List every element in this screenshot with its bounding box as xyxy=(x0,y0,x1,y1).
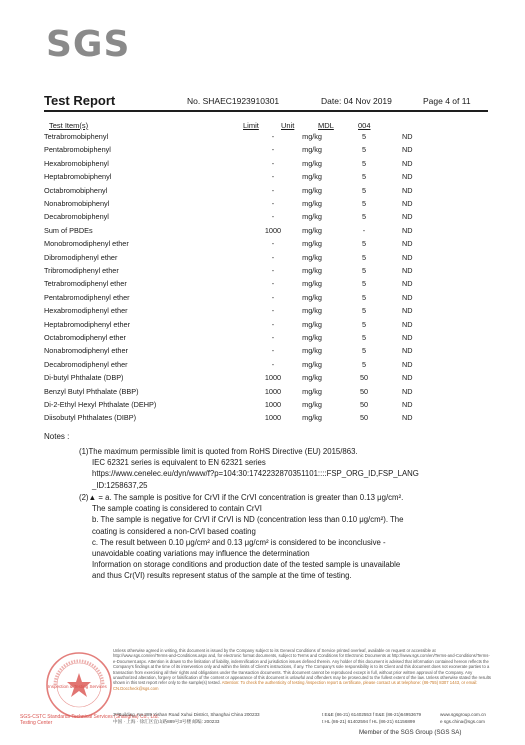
item-limit: - xyxy=(271,346,275,356)
item-limit: - xyxy=(271,306,275,316)
table-row xyxy=(44,293,464,306)
phone-cn: t HL (86-21) 61402594 f HL (86-21) 61156899 xyxy=(322,719,416,724)
item-mdl: 5 xyxy=(361,319,367,329)
item-mdl: 50 xyxy=(359,413,369,423)
item-result: ND xyxy=(402,400,413,409)
item-mdl: 5 xyxy=(361,279,367,289)
report-title: Test Report xyxy=(44,93,116,108)
item-unit: mg/kg xyxy=(302,172,322,182)
item-name: Heptabromobiphenyl xyxy=(44,172,112,182)
item-unit: mg/kg xyxy=(302,239,322,249)
table-row xyxy=(44,145,464,158)
website: www.sgsgroup.com.cn xyxy=(440,712,486,717)
item-name: Di-2-Ethyl Hexyl Phthalate (DEHP) xyxy=(44,400,157,409)
item-limit: - xyxy=(271,185,275,195)
item-limit: - xyxy=(271,172,275,182)
item-unit: mg/kg xyxy=(302,292,322,302)
note-1-line: IEC 62321 series is equivalent to EN 62321 series xyxy=(92,458,266,468)
item-result: ND xyxy=(402,225,413,235)
table-row xyxy=(44,186,464,199)
item-result: ND xyxy=(402,158,413,168)
item-mdl: 5 xyxy=(361,158,367,168)
item-mdl: 5 xyxy=(361,239,367,249)
item-mdl: 5 xyxy=(361,145,367,155)
item-unit: mg/kg xyxy=(302,266,322,275)
address-cn: 中国 · 上海 · 徐汇区宜山路889号3号楼 邮编: 200233 xyxy=(113,719,220,724)
item-limit: - xyxy=(271,333,275,342)
item-limit: 1000 xyxy=(264,225,282,235)
col-unit: Unit xyxy=(281,121,295,130)
item-unit: mg/kg xyxy=(302,158,322,168)
table-row xyxy=(44,306,464,319)
table-row xyxy=(44,132,464,145)
stamp-cn: Testing Center xyxy=(20,720,53,726)
item-unit: mg/kg xyxy=(302,212,322,222)
item-result: ND xyxy=(402,373,413,383)
item-unit: mg/kg xyxy=(302,225,322,235)
email: e sgs.china@sgs.com xyxy=(440,719,486,724)
table-row xyxy=(44,320,464,333)
item-unit: mg/kg xyxy=(302,145,322,155)
item-mdl: - xyxy=(362,225,366,235)
item-name: Monobromodiphenyl ether xyxy=(44,239,129,249)
item-result: ND xyxy=(402,279,413,289)
note-2-line: and thus Cr(VI) results represent status of the sample at the time of testing. xyxy=(92,571,352,581)
note-2-line: (2)▲ = a. The sample is positive for CrVI if the CrVI concentration is greater than 0.13 μg/cm². xyxy=(79,493,404,502)
page-number: Page 4 of 11 xyxy=(423,96,471,106)
item-name: Pentabromobiphenyl xyxy=(44,145,111,155)
item-mdl: 5 xyxy=(361,292,367,302)
item-name: Pentabromodiphenyl ether xyxy=(44,292,130,302)
item-name: Heptabromodiphenyl ether xyxy=(44,319,130,329)
item-name: Hexabromodiphenyl ether xyxy=(44,306,128,316)
item-mdl: 5 xyxy=(361,132,367,141)
table-row xyxy=(44,400,464,413)
item-result: ND xyxy=(402,239,413,249)
item-name: Hexabromobiphenyl xyxy=(44,158,109,168)
table-row xyxy=(44,226,464,239)
item-mdl: 50 xyxy=(359,373,369,383)
table-row xyxy=(44,346,464,359)
item-unit: mg/kg xyxy=(302,252,322,262)
table-row xyxy=(44,373,464,386)
item-name: Di-butyl Phthalate (DBP) xyxy=(44,373,124,383)
item-unit: mg/kg xyxy=(302,346,322,356)
note-2-line: c. The result between 0.10 μg/cm² and 0.13 μg/cm² is considered to be inconclusive - xyxy=(92,537,386,547)
note-2-line: unavoidable coating variations may influence the determination xyxy=(92,549,310,558)
table-row xyxy=(44,239,464,252)
disclaimer-text: Unless otherwise agreed in writing, this document is issued by the Company subject to its General Conditions of Service printed overleaf, available on request or accessible at http://www.sgs.com/en/Terms-and-Conditions.aspx and, for electronic format documents, subject to Terms and Conditions for Electronic Documents at http://www.sgs.com/en/Terms-and-Conditions/Terms-e-Document.aspx. Attention is drawn to the limitation of liability, indemnification and jurisdiction issues defined therein. Any holder of this document is advised that information contained hereon reflects the Company's findings at the time of its intervention only and within the limits of Client's instructions, if any. The Company's sole responsibility is to its Client and this document does not exonerate parties to a transaction from exercising all their rights and obligations under the transaction documents. This document cannot be reproduced except in full, without prior written approval of the Company. Any unauthorized alteration, forgery or falsification of the content or appearance of this document is unlawful and offenders may be prosecuted to the fullest extent of the law. Unless otherwise stated the results shown in this test report refer only to the sample(s) tested. xyxy=(113,648,491,686)
notes-heading: Notes : xyxy=(44,432,70,441)
item-mdl: 5 xyxy=(361,306,367,316)
item-name: Tetrabromodiphenyl ether xyxy=(44,279,127,289)
member-line: Member of the SGS Group (SGS SA) xyxy=(359,729,462,736)
footer-disclaimer xyxy=(113,648,491,691)
item-unit: mg/kg xyxy=(302,279,322,289)
item-name: Nonabromobiphenyl xyxy=(44,199,110,208)
table-row xyxy=(44,279,464,292)
phone-en: t E&E (86-21) 61402553 f E&E (86-21)64953679 xyxy=(322,712,422,717)
seal-en: Inspection & Testing Services xyxy=(48,684,107,689)
item-unit: mg/kg xyxy=(302,400,322,409)
item-mdl: 5 xyxy=(361,212,367,222)
item-unit: mg/kg xyxy=(302,319,322,329)
col-mdl: MDL xyxy=(318,121,334,130)
item-unit: mg/kg xyxy=(302,413,322,423)
item-unit: mg/kg xyxy=(302,185,322,195)
item-limit: - xyxy=(271,319,275,329)
item-result: ND xyxy=(402,386,413,396)
report-number: No. SHAEC1923910301 xyxy=(187,96,280,106)
item-unit: mg/kg xyxy=(302,386,322,396)
address-en: 3ʳᵈBuilding, No.889 Yishan Road Xuhui District, Shanghai China 200233 xyxy=(113,712,260,717)
item-result: ND xyxy=(402,413,413,423)
note-1-line: https://www.cenelec.eu/dyn/www/f?p=104:30:1742232870351101::::FSP_ORG_ID,FSP_LANG xyxy=(92,469,419,479)
item-limit: - xyxy=(271,266,275,275)
item-unit: mg/kg xyxy=(302,333,322,342)
item-name: Decabromobiphenyl xyxy=(44,212,109,222)
item-mdl: 5 xyxy=(361,266,367,275)
item-unit: mg/kg xyxy=(302,359,322,369)
table-row xyxy=(44,360,464,373)
item-mdl: 5 xyxy=(361,333,367,342)
item-result: ND xyxy=(402,266,413,275)
item-result: ND xyxy=(402,185,413,195)
table-row xyxy=(44,266,464,279)
item-result: ND xyxy=(402,199,413,208)
col-limit: Limit xyxy=(243,121,259,130)
item-mdl: 50 xyxy=(359,386,369,396)
item-limit: - xyxy=(271,252,275,262)
item-result: ND xyxy=(402,333,413,342)
item-result: ND xyxy=(402,306,413,316)
note-2-line: b. The sample is negative for CrVI if CrVI is ND (concentration less than 0.10 μg/cm²). The xyxy=(92,515,404,525)
note-2-line: Information on storage conditions and production date of the tested sample is unavailable xyxy=(92,560,401,570)
table-row xyxy=(44,333,464,346)
table-row xyxy=(44,212,464,225)
attention-text: Attention: To check the authenticity of testing /inspection report & certificate, please contact us at telephone: (86-755) 8307 1443, or email: CN.Doccheck@sgs.com xyxy=(113,680,478,691)
item-unit: mg/kg xyxy=(302,373,322,383)
item-name: Nonabromodiphenyl ether xyxy=(44,346,128,356)
item-result: ND xyxy=(402,319,413,329)
item-name: Octabromobiphenyl xyxy=(44,185,108,195)
item-result: ND xyxy=(402,172,413,182)
item-mdl: 50 xyxy=(359,400,369,409)
item-limit: - xyxy=(271,212,275,222)
item-limit: - xyxy=(271,158,275,168)
item-limit: - xyxy=(271,199,275,208)
col-result: 004 xyxy=(358,121,371,130)
header-rule xyxy=(44,110,488,112)
table-row xyxy=(44,199,464,212)
item-limit: 1000 xyxy=(264,413,282,423)
table-row xyxy=(44,387,464,400)
item-result: ND xyxy=(402,359,413,369)
item-result: ND xyxy=(402,252,413,262)
item-mdl: 5 xyxy=(361,252,367,262)
table-row xyxy=(44,159,464,172)
item-name: Sum of PBDEs xyxy=(44,225,93,235)
sgs-logo: SGS xyxy=(46,24,131,65)
item-limit: - xyxy=(271,145,275,155)
item-unit: mg/kg xyxy=(302,199,322,208)
note-2-line: coating is considered a non-CrVI based coating xyxy=(92,526,256,536)
item-name: Octabromodiphenyl ether xyxy=(44,333,126,342)
col-test-item: Test Item(s) xyxy=(49,121,89,130)
item-limit: 1000 xyxy=(264,400,282,409)
item-result: ND xyxy=(402,212,413,222)
item-name: Benzyl Butyl Phthalate (BBP) xyxy=(44,386,139,396)
item-limit: - xyxy=(271,292,275,302)
item-limit: - xyxy=(271,359,275,369)
item-mdl: 5 xyxy=(361,346,367,356)
item-name: Dibromodiphenyl ether xyxy=(44,252,118,262)
item-mdl: 5 xyxy=(361,359,367,369)
table-row xyxy=(44,172,464,185)
item-limit: 1000 xyxy=(264,373,282,383)
item-name: Tetrabromobiphenyl xyxy=(44,132,109,141)
item-result: ND xyxy=(402,292,413,302)
item-result: ND xyxy=(402,145,413,155)
table-row xyxy=(44,253,464,266)
item-result: ND xyxy=(402,346,413,356)
item-mdl: 5 xyxy=(361,185,367,195)
note-1-line: (1)The maximum permissible limit is quoted from RoHS Directive (EU) 2015/863. xyxy=(79,447,358,456)
item-limit: - xyxy=(271,239,275,249)
table-row xyxy=(44,413,464,426)
item-result: ND xyxy=(402,132,413,141)
item-unit: mg/kg xyxy=(302,132,322,141)
item-limit: 1000 xyxy=(264,386,282,396)
item-unit: mg/kg xyxy=(302,306,322,316)
note-1-line: _ID:1258637,25 xyxy=(92,480,148,490)
item-mdl: 5 xyxy=(361,199,367,208)
item-mdl: 5 xyxy=(361,172,367,182)
report-date: Date: 04 Nov 2019 xyxy=(321,96,392,106)
item-limit: - xyxy=(271,132,275,141)
item-limit: - xyxy=(271,279,275,289)
note-2-line: The sample coating is considered to contain CrVI xyxy=(92,504,262,514)
item-name: Decabromodiphenyl ether xyxy=(44,359,128,369)
item-name: Diisobutyl Phthalates (DIBP) xyxy=(44,413,137,423)
item-name: Tribromodiphenyl ether xyxy=(44,266,119,275)
stamp-en: SGS-CSTC Standards Technical Services (Shanghai) Co., Ltd. xyxy=(20,714,159,720)
